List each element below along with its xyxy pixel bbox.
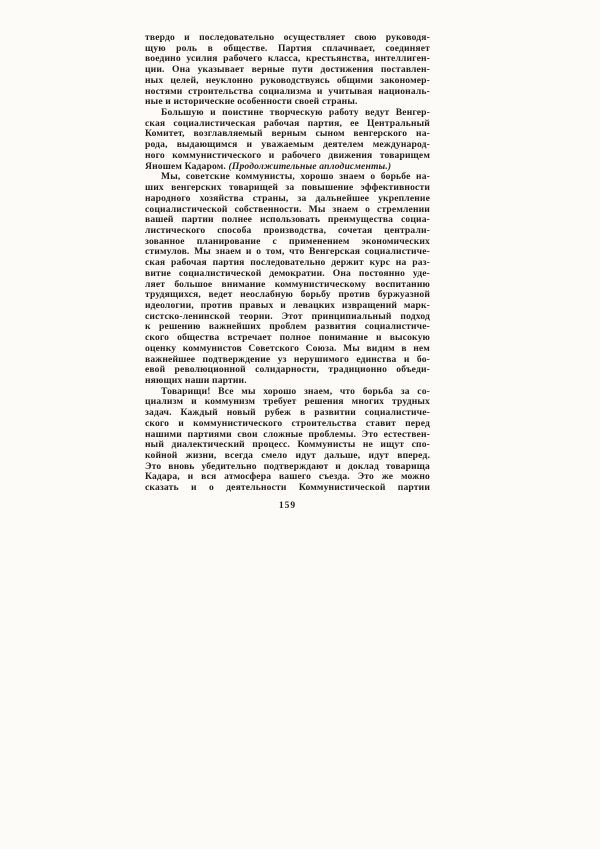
text-line: листического способа производства, сочетая централи- bbox=[145, 224, 430, 236]
text-line: ные и исторические особенности своей страны. bbox=[145, 96, 358, 108]
text-line: Мы, советские коммунисты, хорошо знаем о борьбе на- bbox=[161, 171, 430, 183]
text-line: нашими партиями свои сложные проблемы. Это естествен- bbox=[145, 428, 430, 440]
text-line: зованное планирование с применением экономических bbox=[145, 235, 430, 247]
text-segment: Яношем Кадаром. bbox=[145, 160, 229, 172]
text-line: Комитет, возглавляемый верным сыном венгерского на- bbox=[145, 128, 430, 140]
text-line: ных целей, неуклонно руководствуясь общими закономер- bbox=[145, 74, 430, 86]
text-line: ших венгерских товарищей за повышение эффективности bbox=[145, 182, 430, 194]
text-line: ская рабочая партия последовательно держит курс на раз- bbox=[145, 257, 430, 269]
text-line: Товарищи! Все мы хорошо знаем, что борьба за со- bbox=[161, 385, 430, 397]
text-line: сказать и о деятельности Коммунистической партии bbox=[145, 482, 430, 494]
text-line: ный диалектический процесс. Коммунисты не ищут спо- bbox=[145, 439, 430, 451]
text-line: стимулов. Мы знаем и о том, что Венгерская социалистиче- bbox=[145, 246, 430, 258]
paragraph bbox=[145, 108, 430, 172]
text-line: рода, выдающимся и уважаемым деятелем международ- bbox=[145, 139, 430, 151]
text-line: щую роль в обществе. Партия сплачивает, соединяет bbox=[145, 42, 430, 54]
text-line: ская социалистическая рабочая партия, ее Центральный bbox=[145, 117, 430, 129]
text-line: евой революционной солидарности, традиционно объеди- bbox=[145, 364, 430, 376]
text-line: Большую и поистине творческую работу ведут Венгер- bbox=[161, 107, 430, 119]
text-line: задач. Каждый новый рубеж в развитии социалистиче- bbox=[145, 407, 430, 419]
text-line: ского общества встречает полное понимание и высокую bbox=[145, 332, 430, 344]
text-line: вашей партии полнее использовать преимущества социа- bbox=[145, 214, 430, 226]
text-line: воедино усилия рабочего класса, крестьянства, интеллиген- bbox=[145, 53, 430, 65]
text-line: важнейшее подтверждение уз нерушимого единства и бо- bbox=[145, 353, 430, 365]
text-line: няющих наши партии. bbox=[145, 375, 247, 386]
text-line: Это вновь убедительно подтверждают и доклад товарища bbox=[145, 460, 430, 472]
stage-direction-italic: (Продолжительные аплодисменты.) bbox=[228, 160, 392, 172]
text-line: идеологии, против правых и левацких извращений марк- bbox=[145, 299, 430, 311]
paragraph bbox=[145, 387, 430, 494]
page-number: 159 bbox=[278, 501, 297, 511]
text-line: койной жизни, всегда смело идут дальше, идут вперед. bbox=[145, 450, 430, 462]
text-line: социалистической собственности. Мы знаем о стремлении bbox=[145, 203, 430, 215]
text-line: систско-ленинской теории. Этот принципиальный подход bbox=[145, 310, 430, 322]
text-line: Кадара, и вся атмосфера вашего съезда. Это же можно bbox=[145, 471, 430, 483]
text-line: трудящихся, ведет неослабную борьбу против буржуазной bbox=[145, 289, 430, 301]
text-line: к решению важнейших проблем развития социалистиче- bbox=[145, 321, 430, 333]
text-line: витие социалистической демократии. Она постоянно уде- bbox=[145, 267, 430, 279]
paragraph bbox=[145, 33, 430, 108]
text-line: оценку коммунистов Советского Союза. Мы видим в нем bbox=[145, 342, 430, 354]
text-line: народного хозяйства страны, за дальнейшее укрепление bbox=[145, 192, 430, 204]
text-line: ностями строительства социализма и учитывая националь- bbox=[145, 85, 430, 97]
page-text bbox=[145, 33, 430, 494]
text-line: циализм и коммунизм требует решения многих трудных bbox=[145, 396, 430, 408]
text-line: ного коммунистического и рабочего движения товарищем bbox=[145, 149, 430, 161]
paragraph bbox=[145, 172, 430, 386]
text-line: ского и коммунистического строительства ставит перед bbox=[145, 417, 430, 429]
text-line: ции. Она указывает верные пути достижения поставлен- bbox=[145, 64, 430, 76]
text-line: твердо и последовательно осуществляет свою руководя- bbox=[145, 32, 430, 43]
text-line: ляет большое внимание коммунистическому воспитанию bbox=[145, 278, 430, 290]
